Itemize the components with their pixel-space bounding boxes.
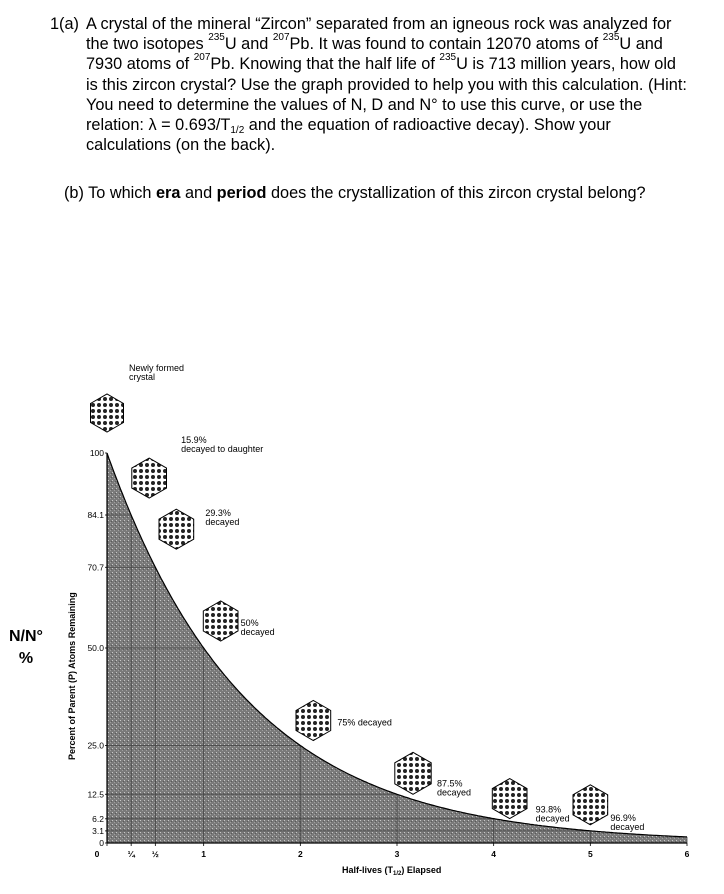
y-tick-label: 3.1 [92, 825, 104, 836]
annotation-label-line2: decayed [610, 821, 645, 832]
q1a-line-1: A crystal of the mineral “Zircon” separated from an igneous rock was analyzed for [86, 15, 672, 33]
x-tick-label: ½ [151, 849, 159, 859]
y-tick-label: 70.7 [87, 562, 104, 573]
annotation-label: 93.8% [535, 804, 562, 815]
question-1b: (b) To which era and period does the crystallization of this zircon crystal belong? [64, 184, 646, 202]
y-tick-label: 50.0 [87, 643, 104, 653]
y-tick-label: 25.0 [87, 740, 104, 751]
annotation-label-line2: decayed [437, 787, 472, 798]
annotation-label: Newly formed [129, 363, 185, 373]
crystal-icon [395, 752, 431, 794]
annotation-label: 96.9% [610, 812, 636, 823]
q1a-line-2: the two isotopes $^{235}$U and $^{207}$Pb. It was found to contain 12070 atoms of $^{235}$U and [86, 32, 663, 54]
annotation-label: 15.9% [181, 435, 207, 446]
crystal-icon [296, 701, 331, 741]
x-tick-label: 5 [587, 849, 593, 859]
y-tick-label: 100 [89, 448, 104, 458]
annotation-label: 50% [240, 618, 259, 628]
x-tick-label: 0 [94, 849, 100, 859]
y-axis-label: Percent of Parent (P) Atoms Remaining [67, 592, 77, 760]
x-tick-label: 6 [684, 849, 690, 859]
y-tick-label: 0 [99, 838, 104, 848]
crystal-icon [159, 509, 194, 549]
crystal-icon [203, 601, 238, 641]
q1a-line-6: relation: $\lambda = 0.693/T_{1/2}$ and the equation of radioactive decay). Show your [86, 116, 611, 137]
crystal-icon [91, 394, 124, 432]
side-label-ratio: N/N° [9, 628, 43, 645]
x-tick-label: 1 [201, 849, 207, 859]
crystal-icon [492, 779, 527, 819]
annotation-label: 75% decayed [337, 717, 392, 728]
y-tick-label: 12.5 [87, 789, 104, 800]
q1a-line-7: calculations (on the back). [86, 136, 276, 155]
side-label-percent: % [18, 650, 34, 667]
annotation-label-line2: crystal [129, 372, 156, 382]
annotation-label: 87.5% [437, 778, 463, 789]
x-tick-label: 4 [491, 849, 497, 859]
crystal-icon [573, 785, 608, 825]
annotation-label: 29.3% [205, 508, 231, 519]
x-tick-label: 3 [394, 849, 400, 859]
question-number: 1(a) [50, 15, 79, 33]
x-tick-label: ¼ [127, 849, 135, 859]
annotation-label-line2: decayed [240, 627, 275, 637]
annotation-label-line2: decayed to daughter [181, 444, 264, 455]
crystal-icon [132, 458, 167, 498]
x-axis-label: Half-lives $(T_{1/2})$ Elapsed [342, 865, 442, 877]
q1a-line-3: 7930 atoms of $^{207}$Pb. Knowing that the half life of $^{235}$U is 713 million years, how old [86, 52, 676, 74]
x-tick-label: 2 [297, 849, 303, 859]
q1a-line-4: is this zircon crystal? Use the graph provided to help you with this calculation. (Hint: [86, 75, 687, 94]
q1a-line-5: You need to determine the values of N, D and N° to use this curve, or use the [86, 95, 643, 114]
annotation-label-line2: decayed [535, 813, 570, 824]
y-tick-label: 6.2 [92, 813, 104, 824]
y-tick-label: 84.1 [87, 510, 104, 521]
annotation-label-line2: decayed [205, 517, 240, 528]
